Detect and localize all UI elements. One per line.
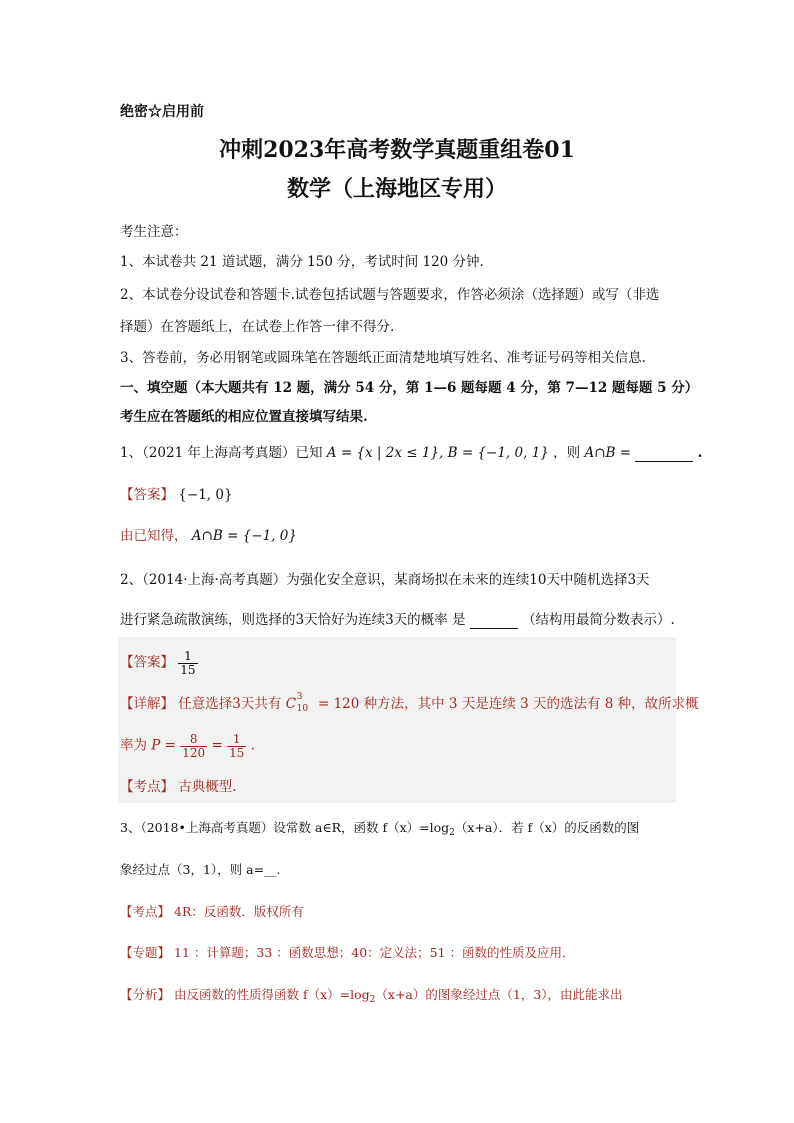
question-3-line-2: 象经过点（3，1），则 a=__. [120, 862, 281, 877]
notice-item-2-line-2: 择题）在答题纸上，在试卷上作答一律不得分. [120, 319, 395, 335]
answer-fraction [178, 650, 197, 676]
fraction-denominator: 15 [180, 662, 196, 677]
question-3-line-1 [120, 818, 639, 838]
notice-item-1: 1、本试卷共 21 道试题，满分 150 分，考试时间 120 分钟. [120, 254, 484, 270]
point-label: 【考点】 [120, 779, 174, 795]
answer-value: {−1, 0} [178, 487, 233, 503]
detail-text-b: = 120 种方法，其中 3 天是连续 3 天的选法有 8 种，故所求概 [317, 696, 699, 712]
question-2-note: （结构用最简分数表示）. [522, 612, 675, 628]
section-heading: 一、填空题（本大题共有 12 题，满分 54 分，第 1—6 题每题 4 分，第 7—12 题每题 5 分） [120, 380, 699, 396]
document-subtitle: 数学（上海地区专用） [286, 176, 507, 202]
comb-letter: C [285, 695, 297, 712]
notice-item-3: 3、答卷前，务必用钢笔或圆珠笔在答题纸正面清楚地填写姓名、准考证号码等相关信息. [120, 350, 646, 366]
combination-symbol [285, 691, 314, 714]
equals-sign: = [211, 737, 223, 754]
question-1-answer [120, 483, 233, 503]
secret-label: 绝密☆启用前 [120, 104, 204, 120]
analysis-label: 【分析】 [120, 987, 171, 1002]
analysis-text-a: 由反函数的性质得函数 f（x）=log [174, 987, 370, 1002]
topic-label: 【专题】 [120, 945, 171, 960]
section-instruction: 考生应在答题纸的相应位置直接填写结果. [120, 409, 368, 425]
notice-item-2-line-1: 2、本试卷分设试卷和答题卡.试卷包括试题与答题要求，作答必须涂（选择题）或写（非选 [120, 287, 660, 303]
question-3-text-a: 3、（2018•上海高考真题）设常数 a∈R，函数 f（x）=log [120, 820, 450, 835]
question-2-answer [120, 650, 198, 676]
topic-value: 11 ：计算题；33 ：函数思想；40：定义法；51 ：函数的性质及应用． [174, 945, 575, 960]
document-title: 冲刺2023年高考数学真题重组卷01 [219, 137, 575, 163]
solution-expr: A∩B = {−1, 0} [191, 528, 297, 544]
point-label: 【考点】 [120, 904, 171, 919]
answer-label: 【答案】 [120, 487, 174, 503]
notice-heading: 考生注意： [120, 224, 188, 240]
comb-upper: 3 [296, 691, 303, 702]
period: . [250, 737, 255, 754]
detail-text-a: 任意选择3天共有 [178, 696, 282, 712]
fraction-denominator: 120 [182, 745, 206, 760]
answer-blank[interactable] [635, 445, 693, 462]
fraction-numerator: 1 [227, 733, 246, 747]
question-1-end: . [697, 445, 703, 461]
log-base: 2 [369, 995, 376, 1005]
analysis-text-b: （x+a）的图象经过点（1，3），由此能求出 [375, 987, 623, 1002]
fraction-denominator: 15 [229, 745, 245, 760]
question-2-text: 进行紧急疏散演练，则选择的3天恰好为连续3天的概率 是 [120, 612, 466, 628]
question-2-detail-line-2 [120, 733, 255, 759]
answer-blank[interactable] [470, 612, 518, 629]
question-1-middle: ，则 [553, 445, 581, 461]
comb-lower: 10 [296, 703, 309, 714]
question-2-point [120, 775, 237, 795]
question-1-solution [120, 524, 297, 544]
detail-label: 【详解】 [120, 696, 174, 712]
fraction-numerator: 1 [178, 650, 197, 664]
question-1-sets: A = {x | 2x ≤ 1}, B = {−1, 0, 1} [326, 445, 549, 461]
solution-prefix: 由已知得， [120, 528, 188, 544]
point-value: 4R：反函数．版权所有 [174, 904, 304, 919]
probability-label: P = [151, 737, 176, 754]
fraction-1-15 [227, 733, 246, 759]
answer-label: 【答案】 [120, 654, 174, 671]
question-3-topic [120, 943, 575, 961]
question-2-line-2 [120, 608, 675, 629]
question-3-analysis [120, 985, 623, 1005]
question-1-expr: A∩B = [584, 445, 632, 461]
question-2-line-1: 2、（2014·上海·高考真题）为强化安全意识，某商场拟在未来的连续10天中随机选择3天 [120, 572, 650, 588]
detail-text-c: 率为 [120, 737, 147, 754]
point-value: 古典概型. [178, 779, 237, 795]
question-1-prefix: 1、（2021 年上海高考真题）已知 [120, 445, 323, 461]
log-base: 2 [449, 828, 455, 838]
question-1 [120, 441, 702, 462]
fraction-numerator: 8 [180, 733, 207, 747]
question-3-text-b: （x+a）．若 f（x）的反函数的图 [454, 820, 640, 835]
fraction-8-120 [180, 733, 207, 759]
question-2-detail [120, 692, 699, 712]
question-3-point [120, 902, 304, 920]
